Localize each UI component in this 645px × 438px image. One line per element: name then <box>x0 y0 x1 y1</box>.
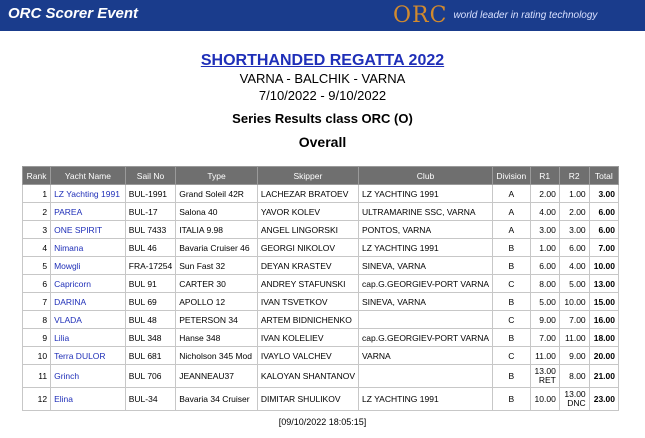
type-cell: Bavaria 34 Cruiser <box>176 388 258 411</box>
results-table <box>22 166 619 411</box>
total-cell: 16.00 <box>589 311 618 329</box>
yacht-link[interactable]: DARINA <box>51 293 126 311</box>
club-cell <box>359 311 493 329</box>
club-cell <box>359 365 493 388</box>
club-cell: LZ YACHTING 1991 <box>359 388 493 411</box>
r1-cell: 9.00 <box>530 311 559 329</box>
table-row <box>23 329 619 347</box>
r1-value: 13.00 <box>534 366 556 376</box>
rank-cell: 11 <box>23 365 51 388</box>
rank-cell: 7 <box>23 293 51 311</box>
table-row <box>23 347 619 365</box>
total-cell: 18.00 <box>589 329 618 347</box>
r2-cell: 9.00 <box>559 347 589 365</box>
r1-cell: 2.00 <box>530 185 559 203</box>
r1-cell: 7.00 <box>530 329 559 347</box>
skipper-cell: LACHEZAR BRATOEV <box>257 185 358 203</box>
r1-cell: 6.00 <box>530 257 559 275</box>
yacht-link[interactable]: LZ Yachting 1991 <box>51 185 126 203</box>
skipper-cell: IVAN KOLELIEV <box>257 329 358 347</box>
r2-cell: 11.00 <box>559 329 589 347</box>
type-cell: PETERSON 34 <box>176 311 258 329</box>
club-cell: LZ YACHTING 1991 <box>359 185 493 203</box>
table-row <box>23 311 619 329</box>
skipper-cell: KALOYAN SHANTANOV <box>257 365 358 388</box>
orc-tagline: world leader in rating technology <box>453 10 598 21</box>
division-cell: B <box>493 329 530 347</box>
r1-cell: 1.00 <box>530 239 559 257</box>
yacht-link[interactable]: Capricorn <box>51 275 126 293</box>
r2-cell: 5.00 <box>559 275 589 293</box>
orc-logo <box>393 1 597 30</box>
r2-cell: 1.00 <box>559 185 589 203</box>
rank-cell: 1 <box>23 185 51 203</box>
type-cell: Sun Fast 32 <box>176 257 258 275</box>
rank-cell: 10 <box>23 347 51 365</box>
division-cell: A <box>493 185 530 203</box>
sail-cell: BUL-1991 <box>125 185 175 203</box>
col-header-skipper: Skipper <box>257 167 358 185</box>
results-subtitle: Overall <box>298 134 347 150</box>
yacht-link[interactable]: PAREA <box>51 203 126 221</box>
total-cell: 7.00 <box>589 239 618 257</box>
skipper-cell: DEYAN KRASTEV <box>257 257 358 275</box>
event-dates: 7/10/2022 - 9/10/2022 <box>258 88 387 103</box>
yacht-link[interactable]: VLADA <box>51 311 126 329</box>
total-cell: 6.00 <box>589 221 618 239</box>
table-row <box>23 275 619 293</box>
table-row <box>23 293 619 311</box>
app-title: ORC Scorer Event <box>8 5 139 22</box>
division-cell: B <box>493 257 530 275</box>
r2-cell: 3.00 <box>559 221 589 239</box>
r2-status-code: DNC <box>567 398 586 408</box>
table-row <box>23 221 619 239</box>
type-cell: APOLLO 12 <box>176 293 258 311</box>
yacht-link[interactable]: ONE SPIRIT <box>51 221 126 239</box>
skipper-cell: IVAYLO VALCHEV <box>257 347 358 365</box>
division-cell: B <box>493 293 530 311</box>
r1-cell: 4.00 <box>530 203 559 221</box>
yacht-link[interactable]: Terra DULOR <box>51 347 126 365</box>
skipper-cell: YAVOR KOLEV <box>257 203 358 221</box>
r1-cell: 10.00 <box>530 388 559 411</box>
r1-cell: 3.00 <box>530 221 559 239</box>
col-header-rank: Rank <box>23 167 51 185</box>
rank-cell: 6 <box>23 275 51 293</box>
r2-value: 13.00 <box>564 389 586 399</box>
sail-cell: BUL 46 <box>125 239 175 257</box>
club-cell: PONTOS, VARNA <box>359 221 493 239</box>
division-cell: C <box>493 347 530 365</box>
total-cell: 6.00 <box>589 203 618 221</box>
club-cell: cap.G.GEORGIEV-PORT VARNA <box>359 275 493 293</box>
orc-logo-mark: ORC <box>393 3 448 28</box>
type-cell: Bavaria Cruiser 46 <box>176 239 258 257</box>
sail-cell: BUL 91 <box>125 275 175 293</box>
club-cell: ULTRAMARINE SSC, VARNA <box>359 203 493 221</box>
table-row <box>23 203 619 221</box>
skipper-cell: ARTEM BIDNICHENKO <box>257 311 358 329</box>
r2-cell: 2.00 <box>559 203 589 221</box>
event-venue: VARNA - BALCHIK - VARNA <box>239 71 406 86</box>
col-header-total: Total <box>589 167 618 185</box>
type-cell: Salona 40 <box>176 203 258 221</box>
type-cell: Grand Soleil 42R <box>176 185 258 203</box>
r1-cell: 5.00 <box>530 293 559 311</box>
skipper-cell: IVAN TSVETKOV <box>257 293 358 311</box>
club-cell: SINEVA, VARNA <box>359 293 493 311</box>
r1-cell <box>530 365 559 388</box>
table-row <box>23 257 619 275</box>
r2-cell: 8.00 <box>559 365 589 388</box>
rank-cell: 12 <box>23 388 51 411</box>
division-cell: C <box>493 275 530 293</box>
type-cell: ITALIA 9.98 <box>176 221 258 239</box>
total-cell: 10.00 <box>589 257 618 275</box>
type-cell: CARTER 30 <box>176 275 258 293</box>
total-cell: 23.00 <box>589 388 618 411</box>
sail-cell: BUL 69 <box>125 293 175 311</box>
rank-cell: 4 <box>23 239 51 257</box>
rank-cell: 9 <box>23 329 51 347</box>
table-row <box>23 239 619 257</box>
rank-cell: 3 <box>23 221 51 239</box>
total-cell: 3.00 <box>589 185 618 203</box>
col-header-club: Club <box>359 167 493 185</box>
col-header-r2: R2 <box>559 167 589 185</box>
r2-cell: 6.00 <box>559 239 589 257</box>
sail-cell: BUL 706 <box>125 365 175 388</box>
event-title-link[interactable]: SHORTHANDED REGATTA 2022 <box>200 52 445 69</box>
type-cell: JEANNEAU37 <box>176 365 258 388</box>
table-header-row <box>23 167 619 185</box>
total-cell: 13.00 <box>589 275 618 293</box>
sail-cell: BUL 7433 <box>125 221 175 239</box>
col-header-sail: Sail No <box>125 167 175 185</box>
table-row <box>23 185 619 203</box>
r1-cell: 8.00 <box>530 275 559 293</box>
sail-cell: BUL 681 <box>125 347 175 365</box>
division-cell: B <box>493 239 530 257</box>
yacht-link[interactable]: Nimana <box>51 239 126 257</box>
col-header-yacht: Yacht Name <box>51 167 126 185</box>
type-cell: Nicholson 345 Mod <box>176 347 258 365</box>
division-cell: B <box>493 388 530 411</box>
skipper-cell: ANGEL LINGORSKI <box>257 221 358 239</box>
division-cell: B <box>493 365 530 388</box>
sail-cell: BUL-34 <box>125 388 175 411</box>
club-cell: SINEVA, VARNA <box>359 257 493 275</box>
yacht-link[interactable]: Grinch <box>51 365 126 388</box>
total-cell: 15.00 <box>589 293 618 311</box>
sail-cell: BUL-17 <box>125 203 175 221</box>
rank-cell: 5 <box>23 257 51 275</box>
col-header-r1: R1 <box>530 167 559 185</box>
total-cell: 20.00 <box>589 347 618 365</box>
yacht-link[interactable]: Mowgli <box>51 257 126 275</box>
skipper-cell: GEORGI NIKOLOV <box>257 239 358 257</box>
yacht-link[interactable]: Elina <box>51 388 126 411</box>
division-cell: C <box>493 311 530 329</box>
generated-timestamp: [09/10/2022 18:05:15] <box>278 417 367 427</box>
r1-cell: 11.00 <box>530 347 559 365</box>
yacht-link[interactable]: Lilia <box>51 329 126 347</box>
club-cell: cap.G.GEORGIEV-PORT VARNA <box>359 329 493 347</box>
sail-cell: FRA-17254 <box>125 257 175 275</box>
total-cell: 21.00 <box>589 365 618 388</box>
division-cell: A <box>493 221 530 239</box>
r2-cell: 4.00 <box>559 257 589 275</box>
club-cell: VARNA <box>359 347 493 365</box>
rank-cell: 2 <box>23 203 51 221</box>
skipper-cell: DIMITAR SHULIKOV <box>257 388 358 411</box>
type-cell: Hanse 348 <box>176 329 258 347</box>
r2-cell: 10.00 <box>559 293 589 311</box>
col-header-type: Type <box>176 167 258 185</box>
sail-cell: BUL 348 <box>125 329 175 347</box>
skipper-cell: ANDREY STAFUNSKI <box>257 275 358 293</box>
division-cell: A <box>493 203 530 221</box>
series-title: Series Results class ORC (O) <box>232 111 413 126</box>
header-bar <box>0 0 645 31</box>
r2-cell <box>559 388 589 411</box>
rank-cell: 8 <box>23 311 51 329</box>
col-header-division: Division <box>493 167 530 185</box>
table-row <box>23 388 619 411</box>
table-row <box>23 365 619 388</box>
sail-cell: BUL 48 <box>125 311 175 329</box>
club-cell: LZ YACHTING 1991 <box>359 239 493 257</box>
r1-status-code: RET <box>538 375 556 385</box>
r2-cell: 7.00 <box>559 311 589 329</box>
